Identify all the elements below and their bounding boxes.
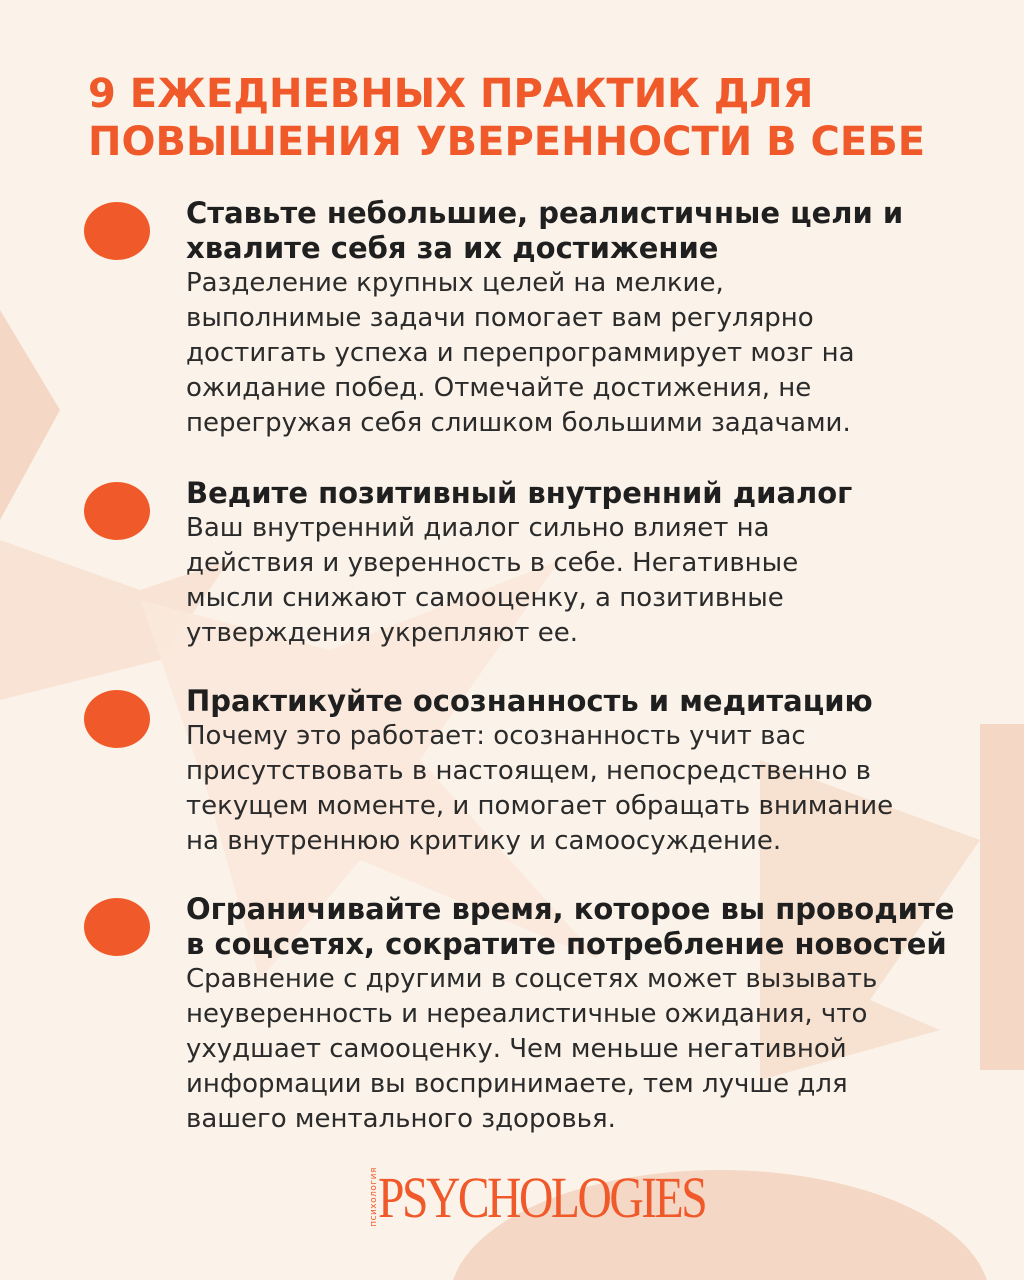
bullet-dot-icon xyxy=(84,690,150,748)
practice-body-line: действия и уверенность в себе. Негативные xyxy=(186,548,799,578)
practice-heading-line: Практикуйте осознанность и медитацию xyxy=(186,684,873,718)
page-title xyxy=(88,70,988,166)
practice-body-line: выполнимые задачи помогает вам регулярно xyxy=(186,303,814,333)
bullet-dot-icon xyxy=(84,898,150,956)
practice-body-line: Разделение крупных целей на мелкие, xyxy=(186,268,724,298)
practice-body-line: неуверенность и нереалистичные ожидания, что xyxy=(186,999,868,1029)
practice-body-line: достигать успеха и перепрограммирует мозг на xyxy=(186,338,855,368)
practice-body-line: ухудшает самооценку. Чем меньше негативной xyxy=(186,1034,847,1064)
practice-body-line: на внутреннюю критику и самоосуждение. xyxy=(186,826,782,856)
bullet-dot-icon xyxy=(84,202,150,260)
practice-body-line: ожидание побед. Отмечайте достижения, не xyxy=(186,373,812,403)
title-line-1: 9 ЕЖЕДНЕВНЫХ ПРАКТИК ДЛЯ xyxy=(88,71,814,117)
practice-text xyxy=(186,476,986,651)
logo-main-text: PSYCHOLOGIES xyxy=(378,1165,706,1230)
practice-body-line: вашего ментального здоровья. xyxy=(186,1104,616,1134)
practice-body-line: присутствовать в настоящем, непосредственно в xyxy=(186,756,871,786)
practice-body-line: Почему это работает: осознанность учит вас xyxy=(186,721,806,751)
right-block-shape xyxy=(980,724,1024,1070)
practice-body-line: Ваш внутренний диалог сильно влияет на xyxy=(186,513,770,543)
practice-heading-line: хвалите себя за их достижение xyxy=(186,231,719,265)
practice-body-line: Сравнение с другими в соцсетях может вызывать xyxy=(186,964,878,994)
practice-heading-line: Ведите позитивный внутренний диалог xyxy=(186,476,853,510)
practice-body-line: мысли снижают самооценку, а позитивные xyxy=(186,583,784,613)
practice-text xyxy=(186,892,986,1137)
practice-text xyxy=(186,196,986,441)
practice-body-line: текущем моменте, и помогает обращать внимание xyxy=(186,791,894,821)
practice-body-line: утверждения укрепляют ее. xyxy=(186,618,578,648)
title-line-2: ПОВЫШЕНИЯ УВЕРЕННОСТИ В СЕБЕ xyxy=(88,119,926,165)
practice-body-line: информации вы воспринимаете, тем лучше для xyxy=(186,1069,848,1099)
left-chevron-shape xyxy=(0,310,60,520)
practice-body-line: перегружая себя слишком большими задачами. xyxy=(186,408,851,438)
practice-text xyxy=(186,684,986,859)
practice-heading-line: Ограничивайте время, которое вы проводите xyxy=(186,892,955,926)
practice-heading-line: Ставьте небольшие, реалистичные цели и xyxy=(186,196,904,230)
bullet-dot-icon xyxy=(84,482,150,540)
practice-heading-line: в соцсетях, сократите потребление новостей xyxy=(186,927,947,961)
logo-small-text: психология xyxy=(368,1167,379,1227)
